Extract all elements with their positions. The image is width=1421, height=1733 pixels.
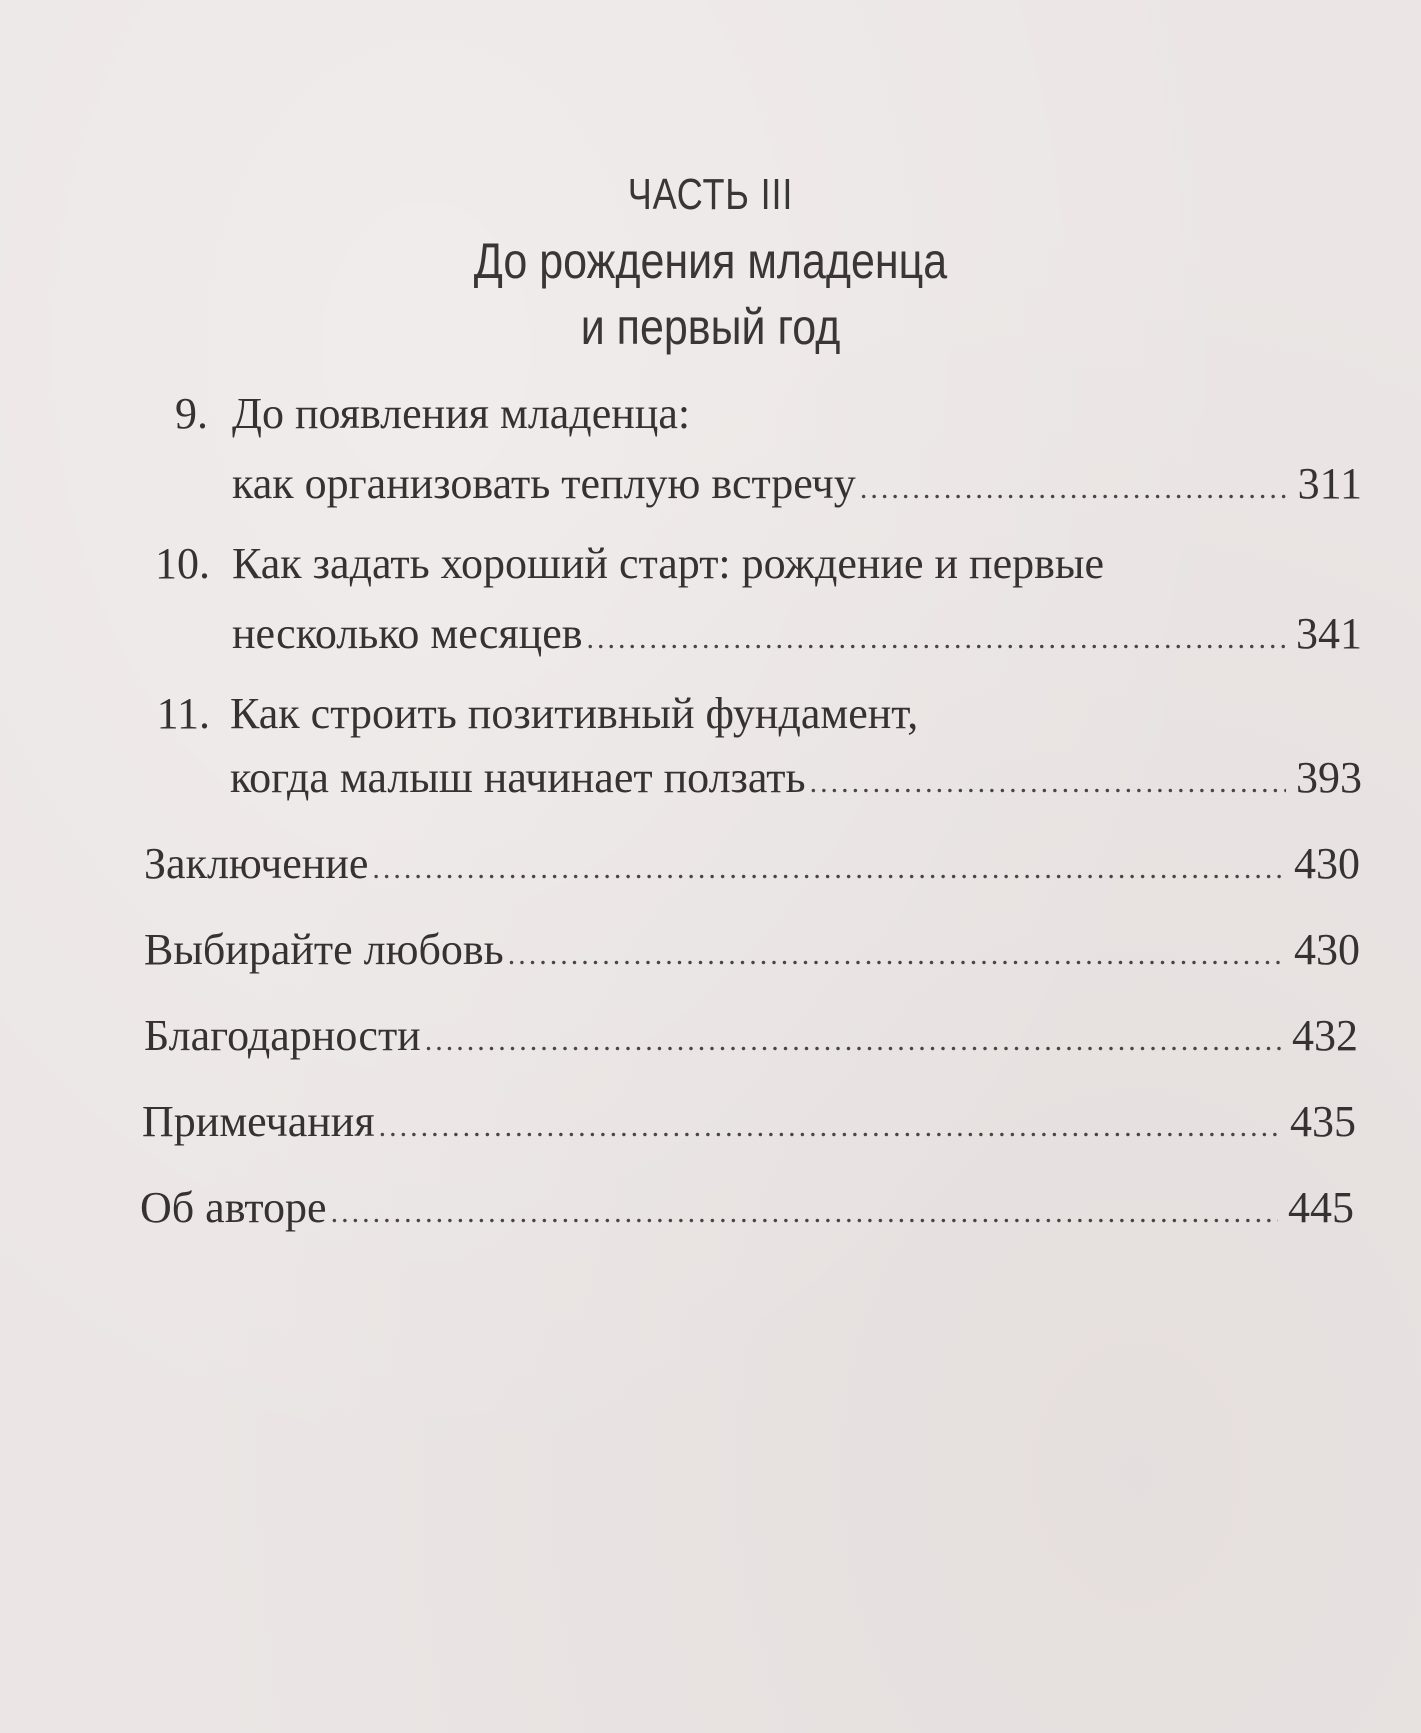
chapter-title-row [232, 458, 1362, 509]
chapter-number: 11. [156, 689, 210, 738]
dot-leader [425, 1024, 1282, 1058]
chapter-number: 9. [175, 389, 208, 438]
toc-entry-acknowledgments[interactable] [144, 1010, 1358, 1061]
dot-leader [379, 1110, 1280, 1144]
entry-title: Заключение [144, 839, 369, 888]
toc-entry-notes[interactable] [142, 1096, 1356, 1147]
entry-title: Примечания [142, 1097, 375, 1146]
entry-title: Об авторе [140, 1183, 327, 1232]
dot-leader [860, 472, 1288, 506]
dot-leader [372, 852, 1284, 886]
page-number: 432 [1292, 1011, 1358, 1060]
page-number: 311 [1297, 459, 1362, 508]
dot-leader [587, 622, 1286, 656]
toc-entry-choose-love[interactable] [144, 924, 1360, 975]
toc-entry-about-author[interactable] [140, 1182, 1354, 1233]
chapter-title-line-2: как организовать теплую встречу [232, 459, 856, 508]
chapter-title-line-1: Как строить позитивный фундамент, [230, 689, 919, 738]
dot-leader [508, 938, 1284, 972]
page-number: 430 [1294, 839, 1360, 888]
part-title-line-2: и первый год [580, 299, 841, 355]
chapter-number: 10. [155, 539, 210, 588]
entry-title: Благодарности [144, 1011, 421, 1060]
page-number: 435 [1290, 1097, 1356, 1146]
chapter-title-line-2: несколько месяцев [232, 609, 583, 658]
toc-entry-conclusion[interactable] [144, 838, 1360, 889]
page-number: 445 [1288, 1183, 1354, 1232]
dot-leader [810, 766, 1286, 800]
page-number: 430 [1294, 925, 1360, 974]
dot-leader [331, 1196, 1278, 1230]
entry-title: Выбирайте любовь [144, 925, 504, 974]
chapter-title-line-1: Как задать хороший старт: рождение и первые [232, 539, 1104, 588]
chapter-title-line-1: До появления младенца: [232, 389, 691, 438]
chapter-title-row [232, 608, 1362, 659]
page-number: 341 [1296, 609, 1362, 658]
chapter-title-line-2: когда малыш начинает ползать [230, 753, 806, 802]
chapter-title-row [230, 752, 1362, 803]
part-title-line-1: До рождения младенца [473, 233, 948, 289]
page-number: 393 [1296, 753, 1362, 802]
part-label: ЧАСТЬ III [627, 170, 794, 219]
